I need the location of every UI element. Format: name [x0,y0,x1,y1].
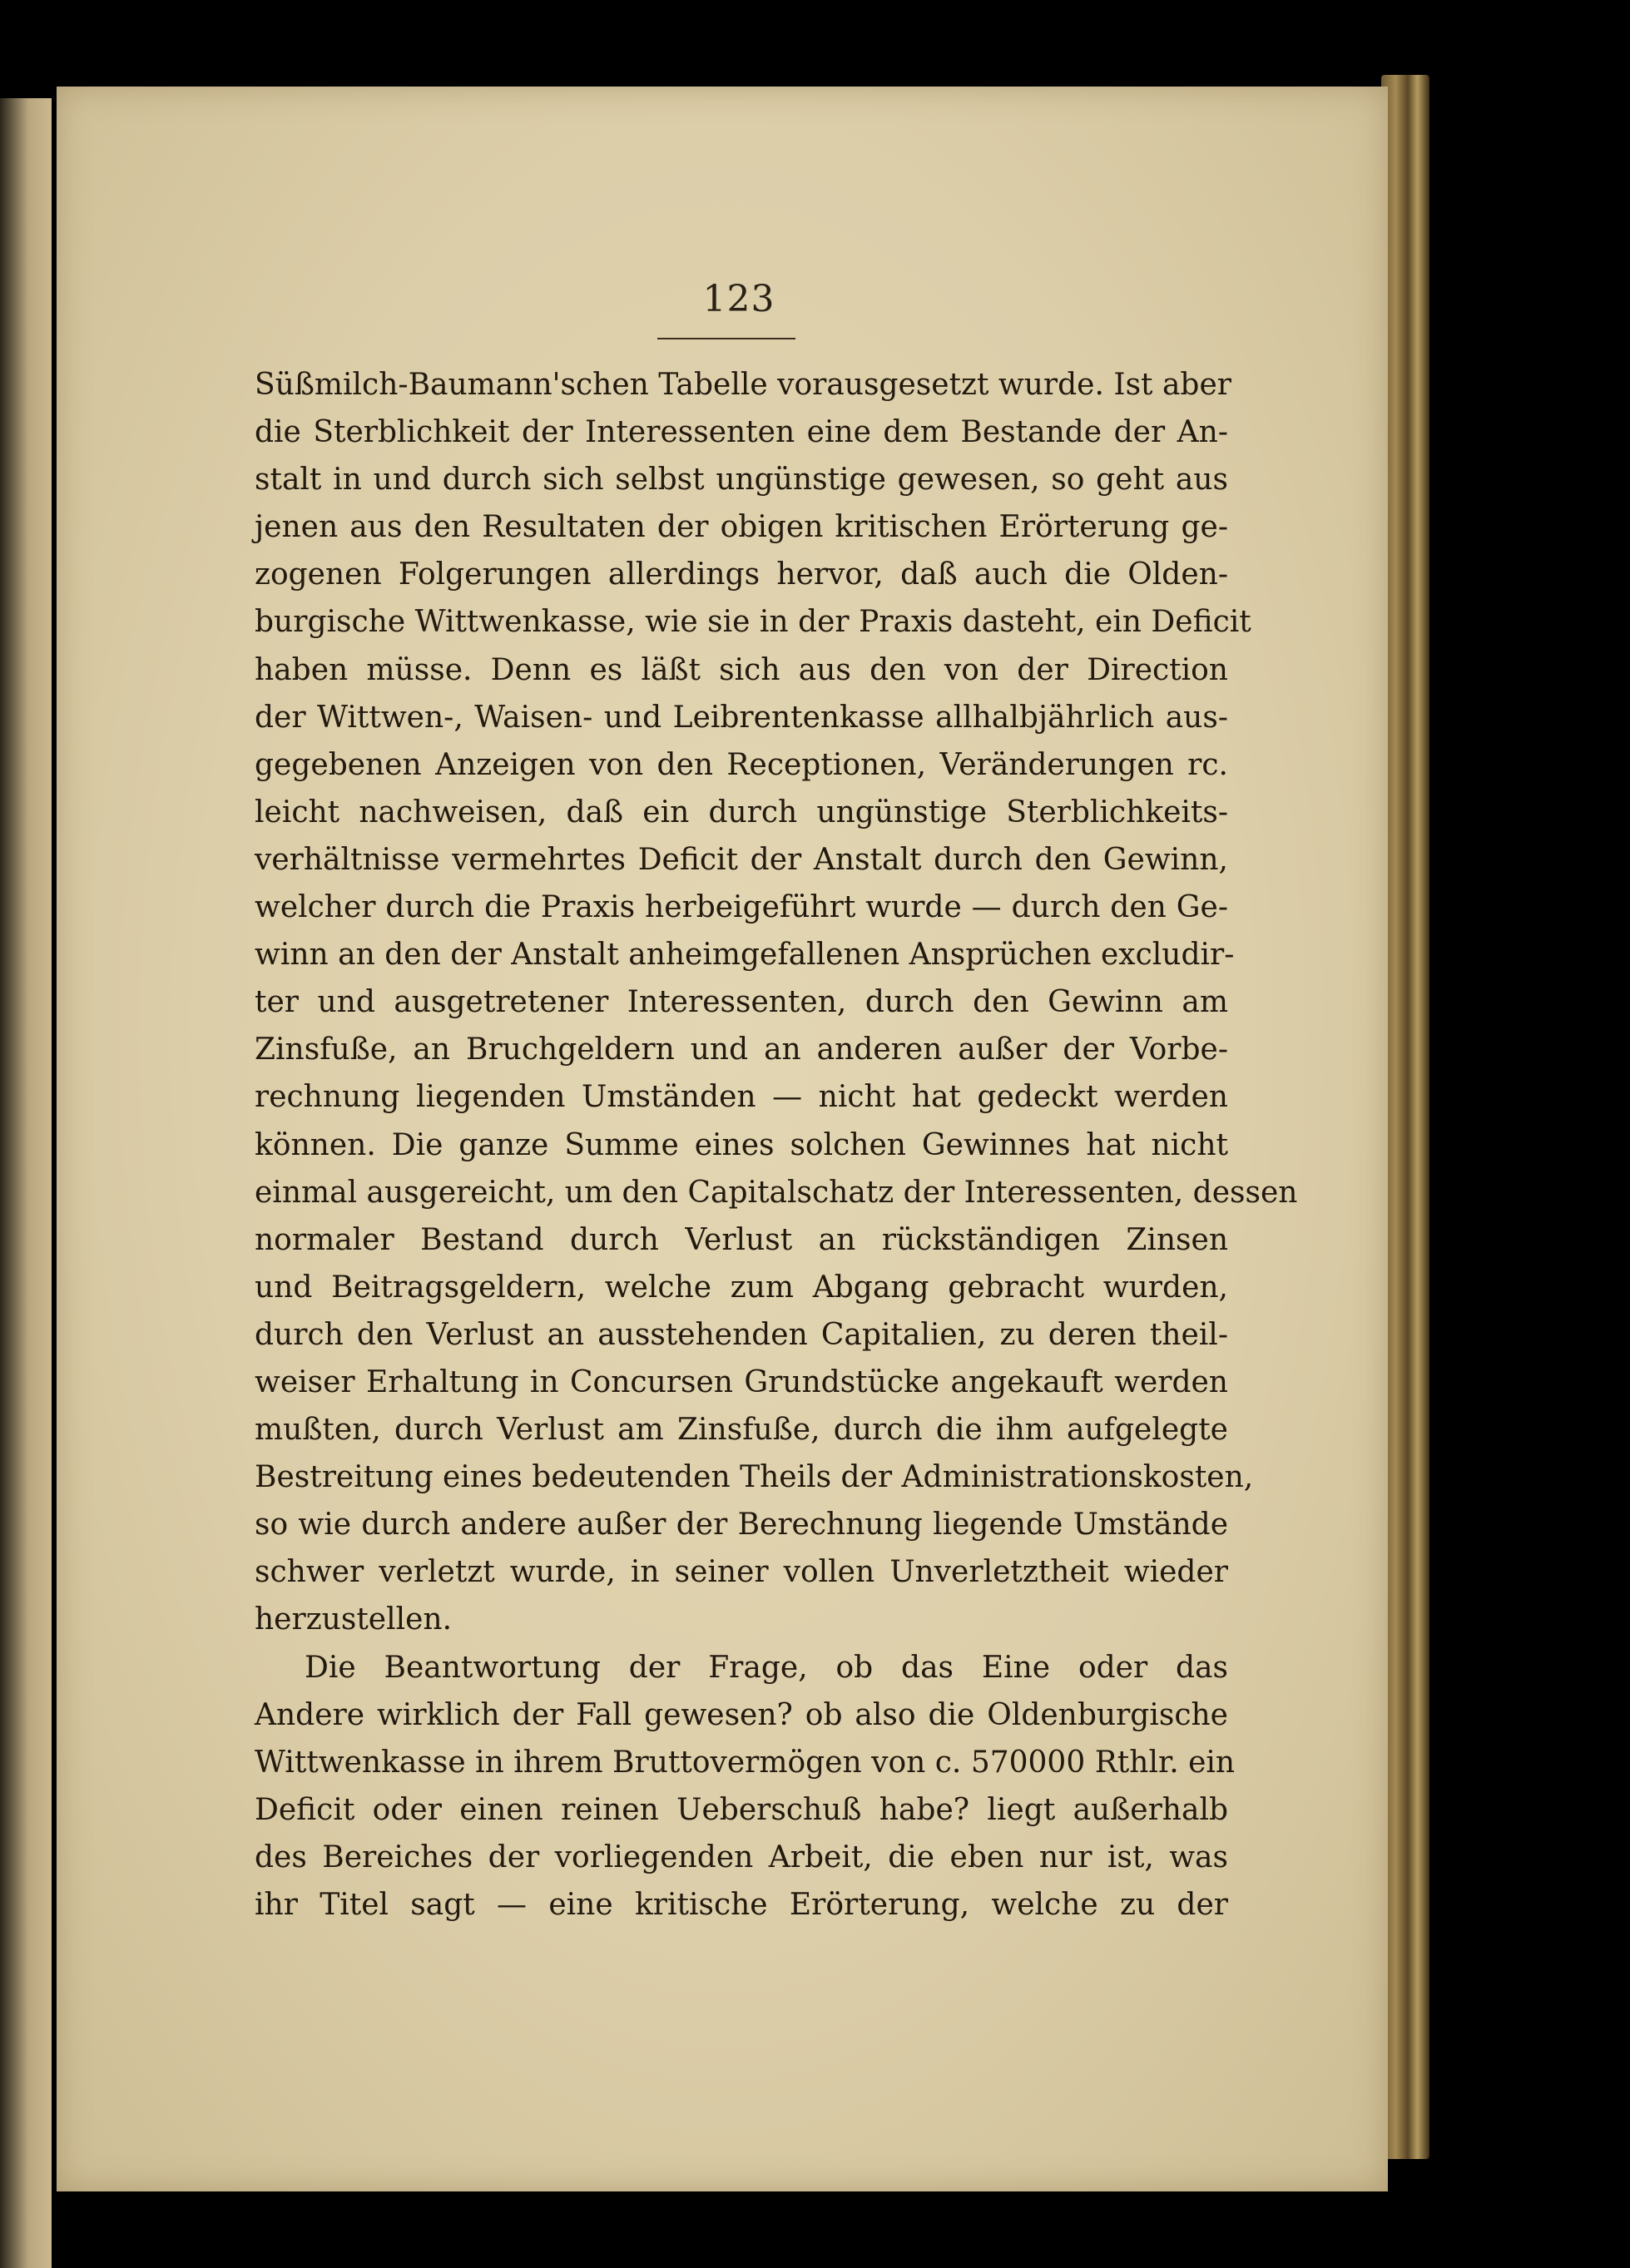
text-line: herzustellen. [255,1602,453,1637]
text-line: Bestreitung eines bedeutenden Theils der Administrationskosten, [255,1460,1254,1495]
body-text [255,361,1298,1929]
marbled-cover-edge [1381,75,1429,2159]
text-line: durch den Verlust an ausstehenden Capitalien, zu deren theil- [255,1317,1228,1352]
text-line: und Beitragsgeldern, welche zum Abgang gebracht wurden, [255,1270,1228,1305]
text-line: zogenen Folgerungen allerdings hervor, daß auch die Olden- [255,557,1228,592]
text-line: gegebenen Anzeigen von den Receptionen, Veränderungen rc. [255,747,1228,782]
left-page-edge [0,98,52,2268]
text-line: einmal ausgereicht, um den Capitalschatz der Interessenten, dessen [255,1175,1298,1210]
text-line: so wie durch andere außer der Berechnung liegende Umstände [255,1508,1228,1543]
text-line: Andere wirklich der Fall gewesen? ob also die Oldenburgische [255,1697,1228,1732]
text-line: burgische Wittwenkasse, wie sie in der Praxis dasteht, ein Deficit [255,605,1251,640]
page-number: 123 [702,278,775,320]
text-line: leicht nachweisen, daß ein durch ungünstige Sterblichkeits- [255,795,1228,829]
text-line: des Bereiches der vorliegenden Arbeit, die eben nur ist, was [255,1840,1228,1874]
text-line: Die Beantwortung der Frage, ob das Eine oder das [305,1650,1228,1685]
text-line: Deficit oder einen reinen Ueberschuß habe? liegt außerhalb [255,1792,1228,1827]
text-line: ihr Titel sagt — eine kritische Erörterung, welche zu der [255,1888,1228,1922]
page-number-rule [657,338,795,339]
text-line: rechnung liegenden Umständen — nicht hat gedeckt werden [255,1080,1228,1115]
text-line: die Sterblichkeit der Interessenten eine dem Bestande der An- [255,415,1228,450]
text-line: weiser Erhaltung in Concursen Grundstücke angekauft werden [255,1364,1228,1399]
text-line: können. Die ganze Summe eines solchen Gewinnes hat nicht [255,1127,1228,1162]
text-line: der Wittwen-, Waisen- und Leibrentenkasse allhalbjährlich aus- [255,700,1228,735]
text-line: normaler Bestand durch Verlust an rückständigen Zinsen [255,1222,1228,1257]
text-line: jenen aus den Resultaten der obigen kritischen Erörterung ge- [255,510,1228,545]
text-line: stalt in und durch sich selbst ungünstige gewesen, so geht aus [255,463,1228,498]
text-line: mußten, durch Verlust am Zinsfuße, durch die ihm aufgelegte [255,1413,1228,1448]
text-line: schwer verletzt wurde, in seiner vollen Unverletztheit wieder [255,1555,1228,1590]
book-page [57,87,1388,2191]
text-line: Süßmilch-Baumann'schen Tabelle vorausgesetzt wurde. Ist aber [255,368,1231,402]
text-line: verhältnisse vermehrtes Deficit der Anstalt durch den Gewinn, [255,842,1228,877]
text-line: welcher durch die Praxis herbeigeführt wurde — durch den Ge- [255,890,1228,925]
text-line: ter und ausgetretener Interessenten, durch den Gewinn am [255,985,1228,1020]
text-line: Wittwenkasse in ihrem Bruttovermögen von c. 570000 Rthlr. ein [255,1745,1236,1780]
text-line: winn an den der Anstalt anheimgefallenen Ansprüchen excludir- [255,938,1235,973]
text-line: Zinsfuße, an Bruchgeldern und an anderen außer der Vorbe- [255,1032,1228,1067]
text-line: haben müsse. Denn es läßt sich aus den von der Direction [255,652,1228,687]
